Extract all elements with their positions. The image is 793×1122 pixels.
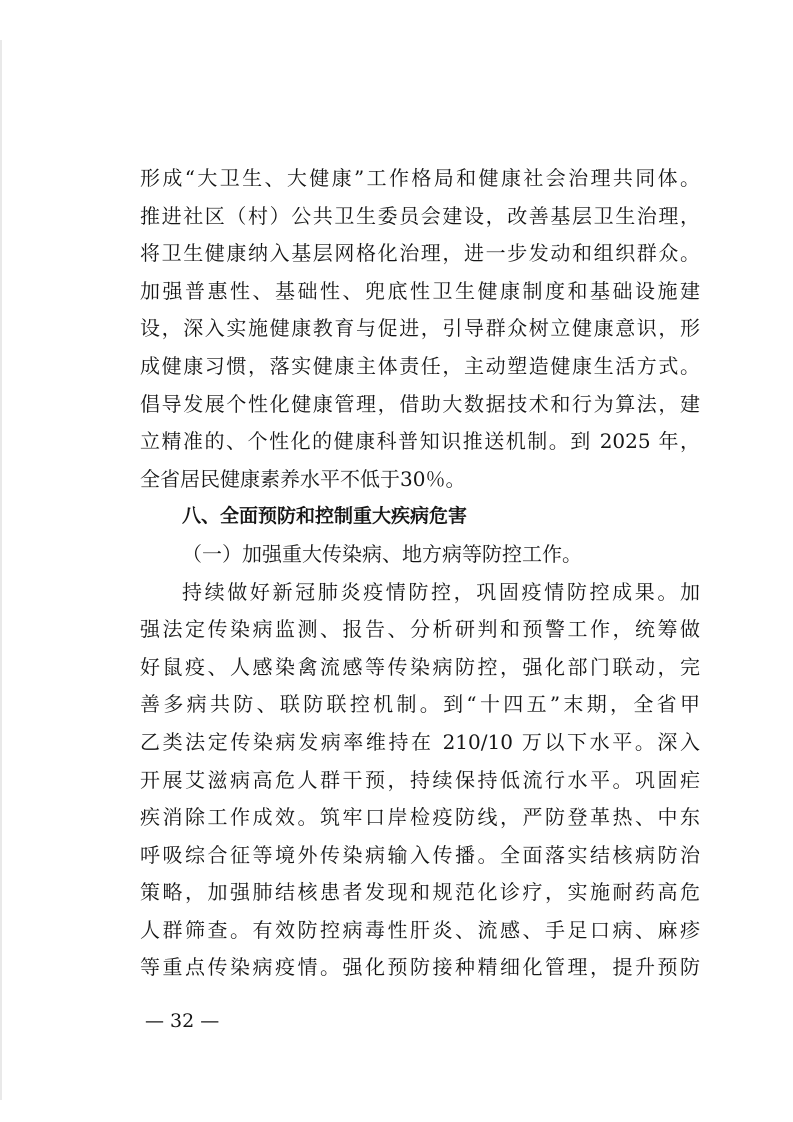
page-number: — 32 — (145, 1010, 220, 1032)
text-line: 等重点传染病疫情。强化预防接种精细化管理，提升预防 (140, 955, 700, 980)
text-line: 乙类法定传染病发病率维持在 210/10 万以下水平。深入 (140, 729, 700, 754)
subsection-heading: （一）加强重大传染病、地方病等防控工作。 (182, 541, 582, 566)
text-line: 持续做好新冠肺炎疫情防控，巩固疫情防控成果。加 (182, 579, 700, 604)
section-heading: 八、全面预防和控制重大疾病危害 (182, 505, 468, 528)
document-body (140, 160, 700, 987)
text-line: 人群筛查。有效防控病毒性肝炎、流感、手足口病、麻疹 (140, 917, 700, 942)
text-line: 强法定传染病监测、报告、分析研判和预警工作，统筹做 (140, 617, 700, 642)
text-line: 开展艾滋病高危人群干预，持续保持低流行水平。巩固疟 (140, 767, 700, 792)
text-line: 疾消除工作成效。筑牢口岸检疫防线，严防登革热、中东 (140, 805, 700, 830)
paragraph-disease-control (140, 574, 700, 988)
text-line: 倡导发展个性化健康管理，借助大数据技术和行为算法，建 (140, 391, 700, 416)
text-line: 形成“大卫生、大健康”工作格局和健康社会治理共同体。 (140, 166, 700, 190)
text-line: 立精准的、个性化的健康科普知识推送机制。到 2025 年， (140, 429, 700, 454)
text-line: 设，深入实施健康教育与促进，引导群众树立健康意识，形 (140, 316, 700, 341)
text-line: 加强普惠性、基础性、兜底性卫生健康制度和基础设施建 (140, 278, 700, 303)
text-line: 呼吸综合征等境外传染病输入传播。全面落实结核病防治 (140, 842, 700, 867)
page-scan-edge (0, 40, 2, 1100)
text-line: 推进社区（村）公共卫生委员会建设，改善基层卫生治理， (140, 203, 700, 228)
text-line: 成健康习惯，落实健康主体责任，主动塑造健康生活方式。 (140, 353, 700, 378)
paragraph-health-governance (140, 160, 700, 498)
text-line: 善多病共防、联防联控机制。到“十四五”末期，全省甲 (140, 692, 700, 717)
text-line: 好鼠疫、人感染禽流感等传染病防控，强化部门联动，完 (140, 654, 700, 679)
text-line: 策略，加强肺结核患者发现和规范化诊疗，实施耐药高危 (140, 880, 700, 905)
text-line: 全省居民健康素养水平不低于30％。 (140, 466, 466, 491)
text-line: 将卫生健康纳入基层网格化治理，进一步发动和组织群众。 (140, 241, 700, 266)
